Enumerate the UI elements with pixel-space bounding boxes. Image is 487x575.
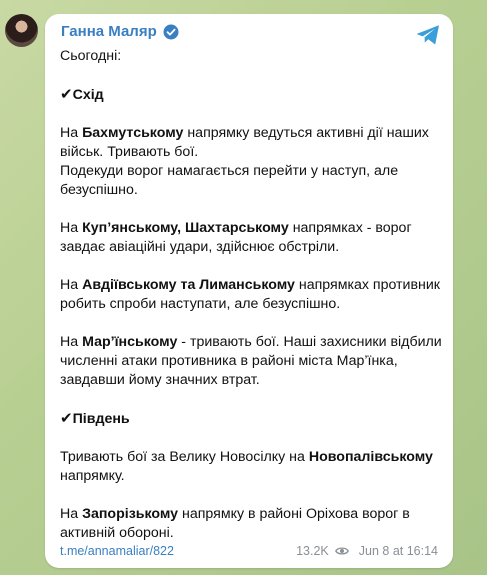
author-name[interactable]: Ганна Маляр <box>61 23 157 40</box>
paragraph-kupiansk: На Куп’янському, Шахтарському напрямках - ворог завдає авіаційні удари, здійснює обстріли. <box>60 220 412 255</box>
checkmark-icon: ✔ <box>60 86 73 103</box>
paragraph-novopavlivka: Тривають бої за Велику Новосілку на Новопалівському напрямку. <box>60 449 433 484</box>
avatar[interactable] <box>5 14 38 47</box>
intro-line: Сьогодні: <box>60 48 122 64</box>
post-timestamp: Jun 8 at 16:14 <box>358 544 438 558</box>
message-footer <box>60 542 438 560</box>
message-bubble <box>45 14 453 568</box>
paragraph-marinka: На Мар’їнському - тривають бої. Наші захисники відбили численні атаки противника в районі міста Мар’їнка, завдавши йому значних втрат. <box>60 334 442 388</box>
checkmark-icon: ✔ <box>60 410 73 427</box>
message-header <box>61 23 179 40</box>
verified-badge-icon <box>163 24 179 40</box>
post-meta <box>296 544 438 558</box>
section-heading-east: ✔Схід <box>60 86 104 103</box>
view-count: 13.2K <box>296 544 329 558</box>
section-heading-south: ✔Південь <box>60 410 130 427</box>
eye-icon <box>335 546 349 556</box>
post-link[interactable]: t.me/annamaliar/822 <box>60 544 174 558</box>
paragraph-bakhmut: На Бахмутському напрямку ведуться активні дії наших військ. Тривають бої. Подекуди ворог намагається перейти у наступ, але безуспішно. <box>60 125 429 198</box>
paragraph-zaporizhzhia: На Запорізькому напрямку в районі Оріхова ворог в активній обороні. <box>60 506 410 541</box>
message-text <box>60 47 445 543</box>
telegram-icon[interactable] <box>415 24 441 46</box>
paragraph-avdiivka: На Авдіївському та Лиманському напрямках противник робить спроби наступати, але безуспішно. <box>60 277 440 312</box>
